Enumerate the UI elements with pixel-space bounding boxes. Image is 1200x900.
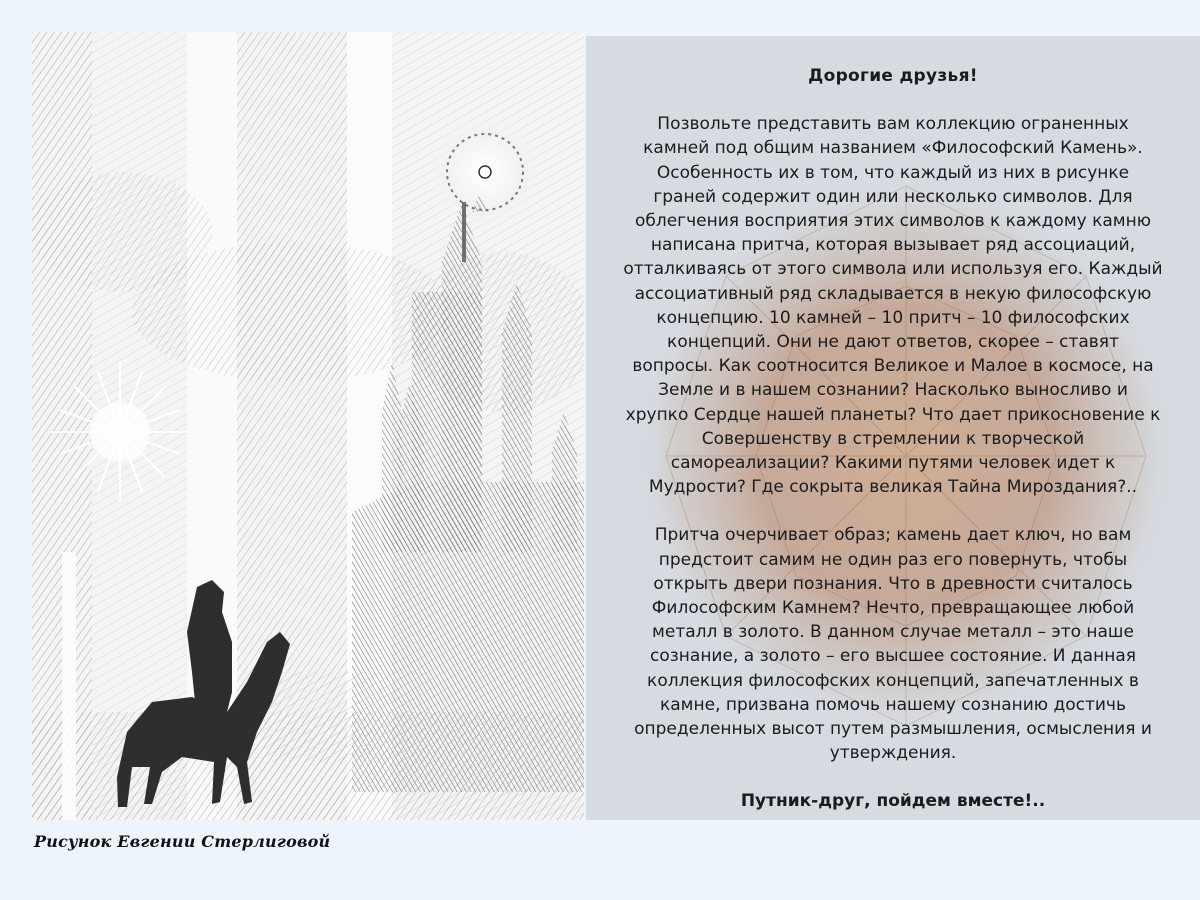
paragraph-line: утверждения. bbox=[829, 743, 957, 764]
letter-paragraph-2 bbox=[586, 523, 1200, 765]
paragraph-line: концепций. Они не дают ответов, скорее – ставят bbox=[667, 332, 1119, 353]
paragraph-line: Притча очерчивает образ; камень дает ключ, но вам bbox=[654, 525, 1132, 546]
paragraph-line: Земле и в нашем сознании? Насколько выносливо и bbox=[658, 380, 1128, 401]
letter-text bbox=[586, 64, 1200, 814]
paragraph-line: сознание, а золото – его высшее состояние. И данная bbox=[650, 646, 1136, 667]
paragraph-line: металл в золото. В данном случае металл – это наше bbox=[652, 622, 1134, 643]
paragraph-line: Особенность их в том, что каждый из них в рисунке bbox=[656, 162, 1130, 183]
paragraph-line: концепцию. 10 камней – 10 притч – 10 философских bbox=[656, 307, 1130, 328]
paragraph-line: открыть двери познания. Что в древности считалось bbox=[653, 573, 1133, 594]
paragraph-line: написана притча, которая вызывает ряд ассоциаций, bbox=[650, 235, 1136, 256]
illustration-rider-castle bbox=[32, 32, 584, 820]
paragraph-line: Мудрости? Где сокрыта великая Тайна Мироздания?.. bbox=[648, 477, 1138, 498]
paragraph-line: самореализации? Какими путями человек идет к bbox=[670, 453, 1116, 474]
paragraph-line: камне, призвана помочь нашему сознанию достичь bbox=[659, 694, 1126, 715]
paragraph-line: облегчения восприятия этих символов к каждому камню bbox=[634, 211, 1152, 232]
paragraph-line: Философским Камнем? Нечто, превращающее любой bbox=[651, 598, 1135, 619]
letter-greeting: Дорогие друзья! bbox=[808, 66, 978, 86]
paragraph-line: граней содержит один или несколько символов. Для bbox=[653, 186, 1133, 207]
paragraph-line: хрупко Сердце нашей планеты? Что дает прикосновение к bbox=[625, 404, 1161, 425]
illustration-drawing bbox=[32, 32, 584, 820]
paragraph-line: камней под общим названием «Философский Камень». bbox=[643, 138, 1143, 159]
paragraph-line: Позвольте представить вам коллекцию ограненных bbox=[657, 114, 1129, 135]
paragraph-line: вопросы. Как соотносится Великое и Малое в космосе, на bbox=[632, 356, 1154, 377]
paragraph-line: отталкиваясь от этого символа или используя его. Каждый bbox=[623, 259, 1163, 280]
paragraph-line: предстоит самим не один раз его повернуть, чтобы bbox=[658, 549, 1128, 570]
paragraph-line: ассоциативный ряд складывается в некую философскую bbox=[634, 283, 1152, 304]
illustration-caption: Рисунок Евгении Стерлиговой bbox=[34, 832, 331, 851]
letter-paragraph-1 bbox=[586, 112, 1200, 499]
paragraph-line: коллекция философских концепций, запечатленных в bbox=[647, 670, 1139, 691]
paragraph-line: определенных высот путем размышления, осмысления и bbox=[634, 719, 1152, 740]
paragraph-line: Совершенству в стремлении к творческой bbox=[701, 428, 1085, 449]
text-panel bbox=[586, 36, 1200, 820]
letter-closing: Путник-друг, пойдем вместе!.. bbox=[740, 791, 1046, 812]
